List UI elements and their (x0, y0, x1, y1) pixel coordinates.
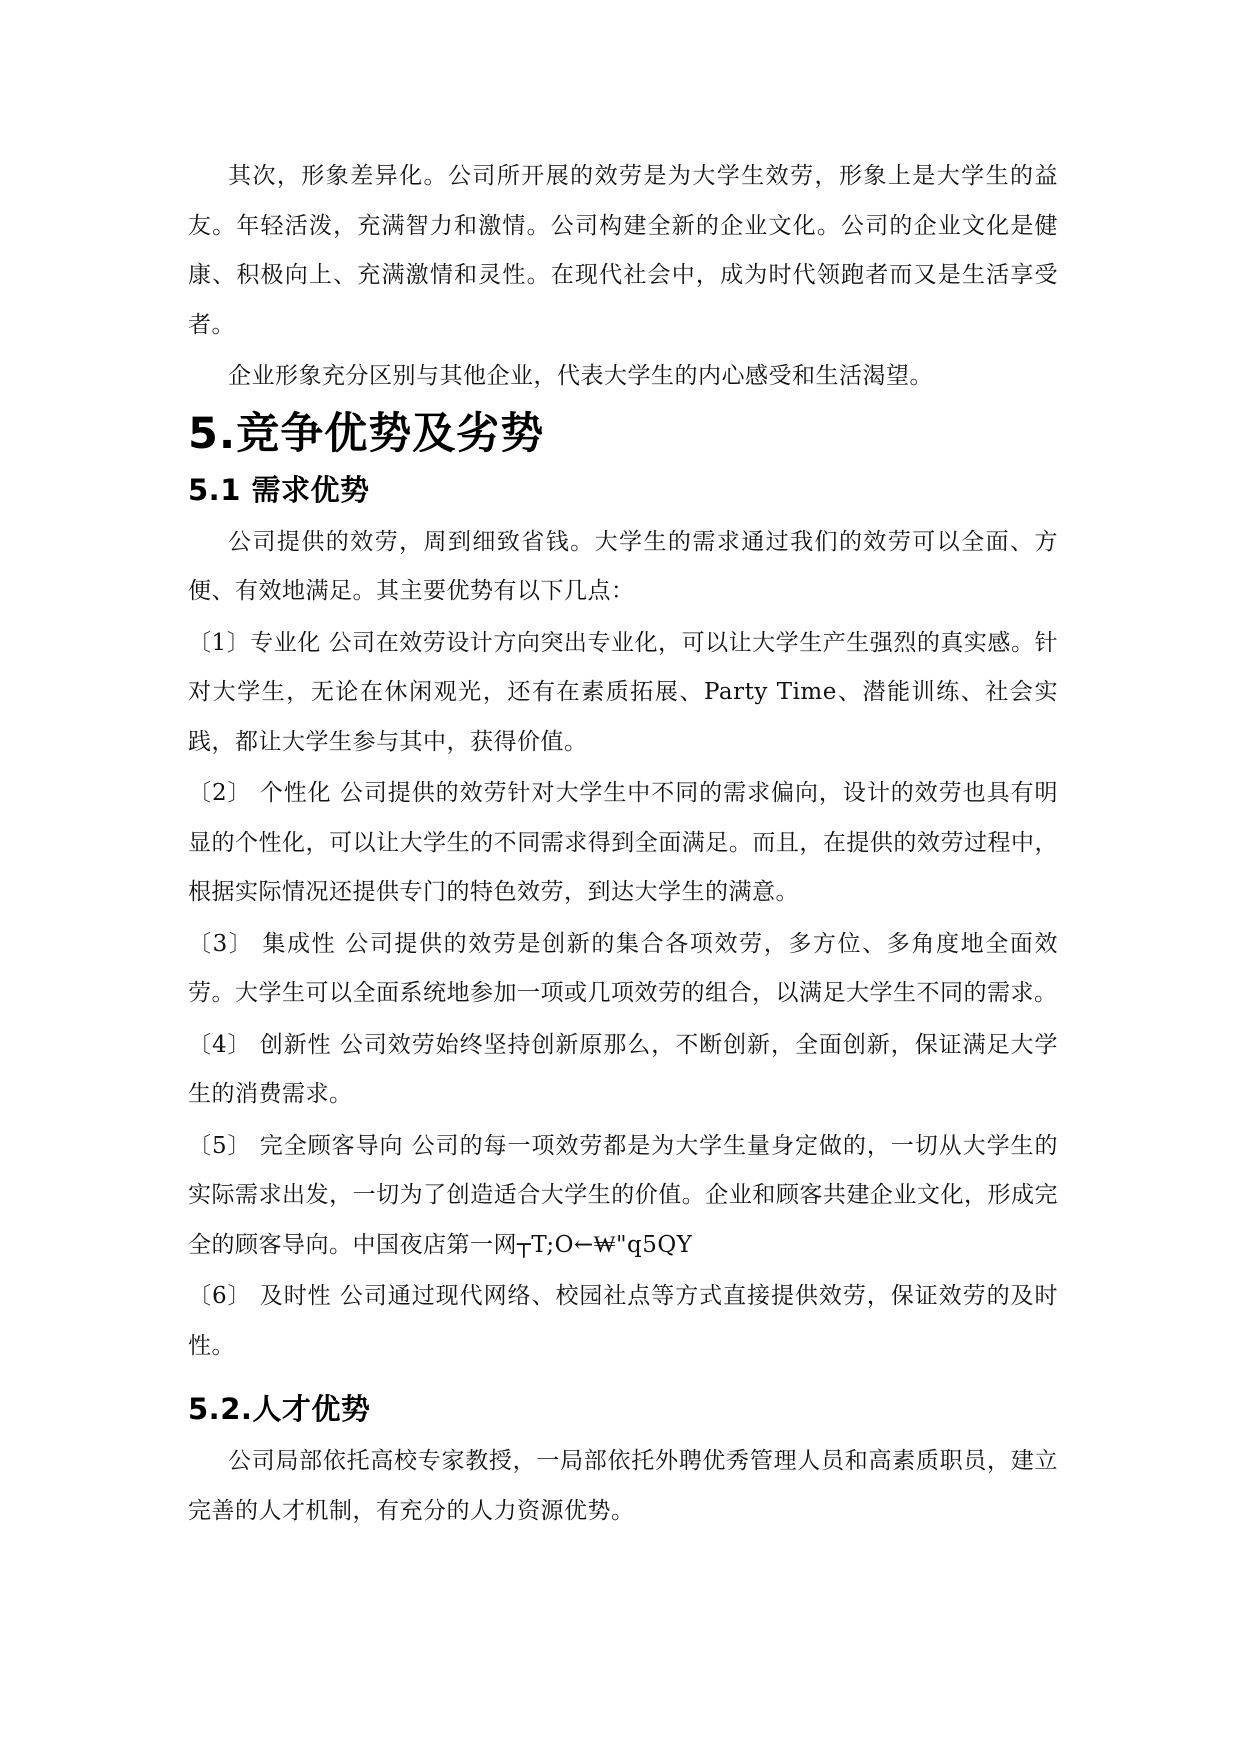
advantage-item-6: 〔6〕 及时性 公司通过现代网络、校园社点等方式直接提供效劳，保证效劳的及时性。 (188, 1283, 1058, 1359)
advantage-item-4: 〔4〕 创新性 公司效劳始终坚持创新原那么，不断创新，全面创新，保证满足大学生的消费需求。 (188, 1031, 1058, 1107)
advantage-item-1: 〔1〕专业化 公司在效劳设计方向突出专业化，可以让大学生产生强烈的真实感。针对大学生，无论在休闲观光，还有在素质拓展、Party Time、潜能训练、社会实践，都让大学生参与其中，获得价值。 (188, 629, 1058, 755)
subsection-title-talent: 5.2.人才优势 (188, 1392, 371, 1426)
section-5 (188, 406, 1058, 1537)
page-content (188, 152, 1058, 1536)
demand-intro-paragraph: 公司提供的效劳，周到细致省钱。大学生的需求通过我们的效劳可以全面、方便、有效地满足。其主要优势有以下几点： (188, 528, 1058, 604)
advantage-item-5: 〔5〕 完全顾客导向 公司的每一项效劳都是为大学生量身定做的，一切从大学生的实际需求出发，一切为了创造适合大学生的价值。企业和顾客共建企业文化，形成完全的顾客导向。中国夜店第一网┬T;O←₩"q5QY (188, 1132, 1058, 1258)
intro-paragraph-2: 企业形象充分区别与其他企业，代表大学生的内心感受和生活渴望。 (228, 363, 933, 389)
section-title: 5.竞争优势及劣势 (188, 408, 545, 459)
talent-intro-paragraph: 公司局部依托高校专家教授，一局部依托外聘优秀管理人员和高素质职员，建立完善的人才机制，有充分的人力资源优势。 (188, 1448, 1058, 1524)
advantage-item-2: 〔2〕 个性化 公司提供的效劳针对大学生中不同的需求偏向，设计的效劳也具有明显的个性化，可以让大学生的不同需求得到全面满足。而且，在提供的效劳过程中，根据实际情况还提供专门的特色效劳，到达大学生的满意。 (188, 780, 1058, 905)
advantage-item-3: 〔3〕 集成性 公司提供的效劳是创新的集合各项效劳，多方位、多角度地全面效劳。大学生可以全面系统地参加一项或几项效劳的组合，以满足大学生不同的需求。 (188, 930, 1058, 1006)
subsection-title-demand: 5.1 需求优势 (188, 472, 370, 507)
intro-paragraph-1: 其次，形象差异化。公司所开展的效劳是为大学生效劳，形象上是大学生的益友。年轻活泼，充满智力和激情。公司构建全新的企业文化。公司的企业文化是健康、积极向上、充满激情和灵性。在现代社会中，成为时代领跑者而又是生活享受者。 (188, 163, 1058, 338)
